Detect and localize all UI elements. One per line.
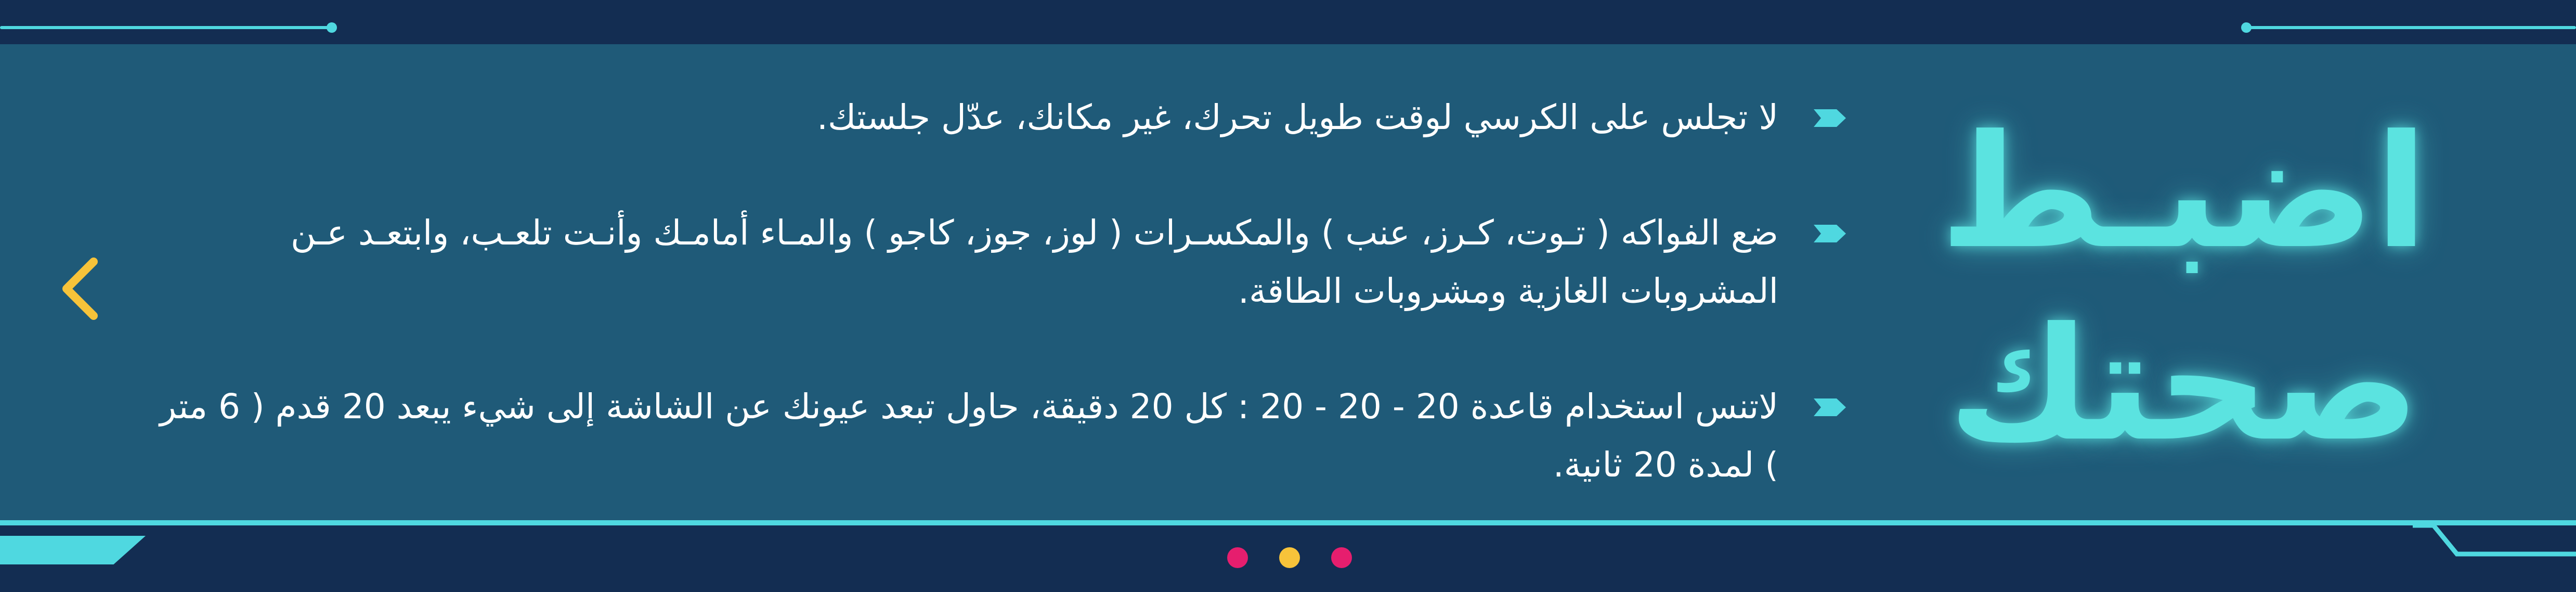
pagination-dots [1227,546,1352,569]
tips-list [151,88,1846,551]
title-line-1: اضبـط [1940,101,2428,283]
list-item [151,378,1846,494]
list-item [151,88,1846,147]
title-line-2: صحتك [1948,294,2420,475]
top-frame-bar [0,0,2576,44]
top-accent-line-left [0,26,333,29]
page-title [1924,96,2444,475]
bottom-accent-tab-right [2413,525,2576,557]
bullet-arrow-icon [1814,225,1846,242]
tip-text: ضع الفواكه ( تـوت، كـرز، عنب ) والمكسـرات ( لوز، جوز، كاجو ) والمـاء أمامـك وأنـت تلعـب، وابتعـد عـن المشروبات الغازية ومشروبات الطاقة. [290,213,1778,311]
chevron-left-icon[interactable] [57,258,104,320]
top-accent-line-right [2246,26,2576,29]
bullet-arrow-icon [1814,109,1846,127]
page-dot-3[interactable] [1331,547,1352,568]
top-accent-dot-left [327,22,337,33]
page-dot-1[interactable] [1227,547,1248,568]
page-dot-2-active[interactable] [1279,547,1300,568]
bullet-arrow-icon [1814,398,1846,416]
tip-text: لا تجلس على الكرسي لوقت طويل تحرك، غير مكانك، عدّل جلستك. [817,97,1778,137]
list-item [151,204,1846,320]
top-accent-dot-right [2241,22,2252,33]
tip-text: لاتنس استخدام قاعدة 20 - 20 - 20 : كل 20 دقيقة، حاول تبعد عيونك عن الشاشة إلى شيء يبعد 20 قدم ( 6 متر ) لمدة 20 ثانية. [160,387,1778,485]
